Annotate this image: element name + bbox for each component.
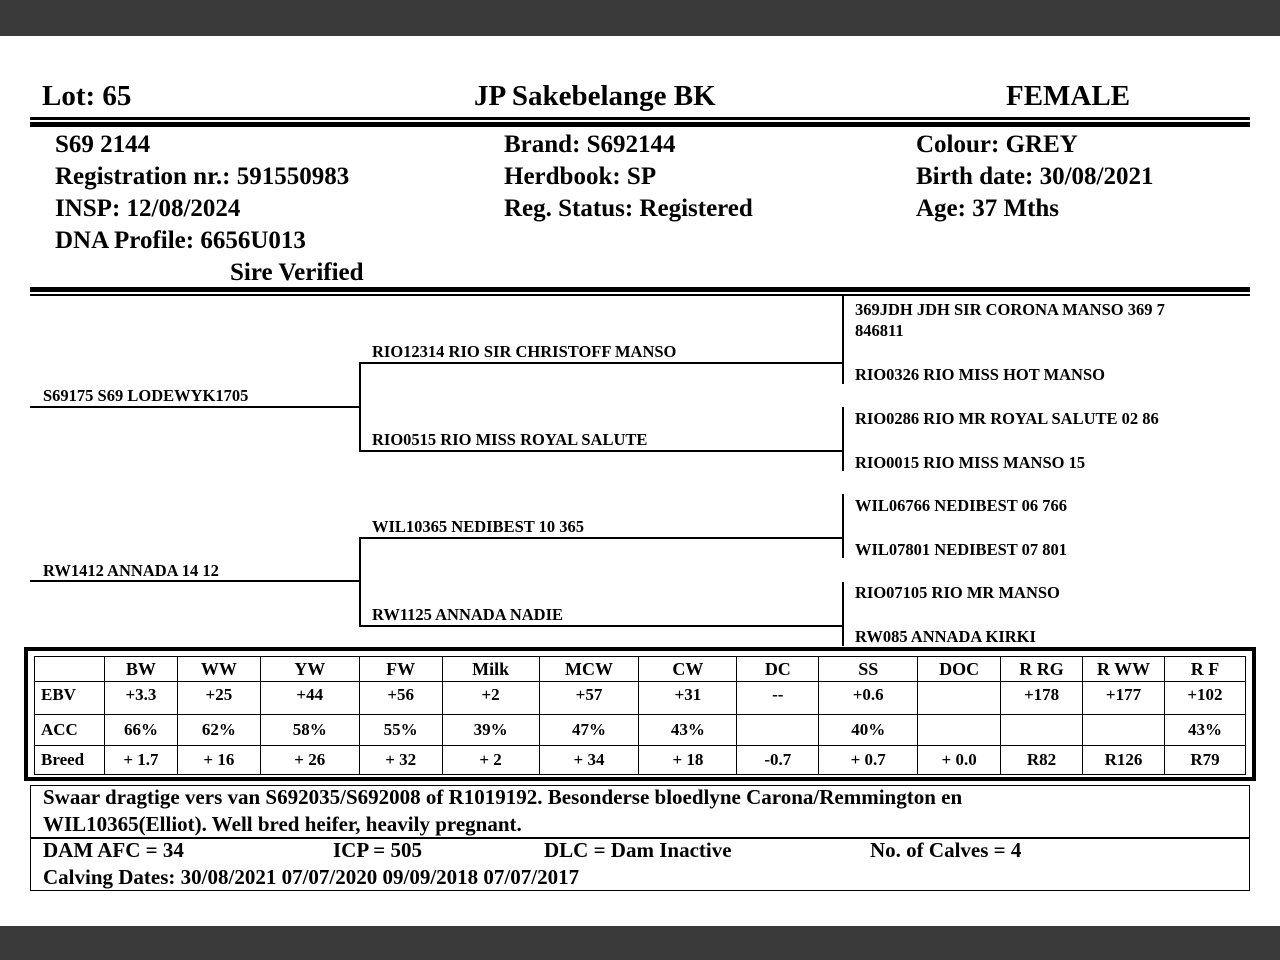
acc-row: [35, 715, 1246, 746]
breed-cell: R79: [1164, 746, 1245, 775]
ebv-cell: +31: [639, 682, 737, 715]
ebv-header-row: [35, 657, 1246, 682]
ped-line-sd: [359, 450, 843, 452]
breed-cell: + 16: [177, 746, 260, 775]
ebv-cell: +0.6: [819, 682, 918, 715]
ebv-col-header: [35, 657, 105, 682]
ebv-col-header: MCW: [539, 657, 639, 682]
birth-date: Birth date: 30/08/2021: [916, 163, 1154, 190]
colour: Colour: GREY: [916, 131, 1078, 158]
ped-ds-sire: WIL06766 NEDIBEST 06 766: [855, 496, 1067, 515]
breed-row-label: Breed: [35, 746, 105, 775]
ped-sd-sire: RIO0286 RIO MR ROYAL SALUTE 02 86: [855, 409, 1159, 428]
info-col-2: [504, 129, 753, 225]
dlc: DLC = Dam Inactive: [544, 838, 732, 862]
breed-cell: + 18: [639, 746, 737, 775]
ebv-cell: +177: [1083, 682, 1165, 715]
ped-line-ds: [359, 537, 843, 539]
breed-cell: R126: [1083, 746, 1165, 775]
ebv-cell: +57: [539, 682, 639, 715]
registration-number: Registration nr.: 591550983: [55, 163, 350, 190]
info-rule-thick: [30, 287, 1250, 292]
acc-cell: [918, 715, 1001, 746]
ebv-cell: +56: [359, 682, 442, 715]
ebv-col-header: BW: [104, 657, 177, 682]
ebv-cell: +25: [177, 682, 260, 715]
icp: ICP = 505: [333, 838, 422, 862]
acc-row-label: ACC: [35, 715, 105, 746]
ebv-cell: +102: [1164, 682, 1245, 715]
breed-cell: + 34: [539, 746, 639, 775]
animal-sex: FEMALE: [1006, 80, 1131, 112]
inspection-date: INSP: 12/08/2024: [55, 195, 241, 222]
acc-cell: 66%: [104, 715, 177, 746]
breed-cell: + 0.0: [918, 746, 1001, 775]
info-rule-thin: [30, 294, 1250, 296]
herdbook: Herdbook: SP: [504, 163, 657, 190]
ebv-row: [35, 682, 1246, 715]
sire-verified: Sire Verified: [230, 259, 364, 286]
ebv-col-header: WW: [177, 657, 260, 682]
ped-vline-sd: [842, 407, 844, 471]
ebv-cell: +178: [1001, 682, 1083, 715]
breed-row: [35, 746, 1246, 775]
ped-ss-sire-line1: 369JDH JDH SIR CORONA MANSO 369 7: [855, 300, 1165, 319]
ped-ss-sire-line2: 846811: [855, 321, 904, 340]
ped-dd-dam: RW085 ANNADA KIRKI: [855, 627, 1036, 646]
remarks-line-2: WIL10365(Elliot). Well bred heifer, heavily pregnant.: [43, 812, 522, 836]
ped-dam-sire: WIL10365 NEDIBEST 10 365: [372, 517, 584, 536]
dam-afc: DAM AFC = 34: [43, 838, 184, 862]
acc-cell: 43%: [1164, 715, 1245, 746]
ebv-col-header: FW: [359, 657, 442, 682]
breed-cell: + 2: [442, 746, 539, 775]
remarks-line-1: Swaar dragtige vers van S692035/S692008 of R1019192. Besonderse bloedlyne Carona/Remmington en: [43, 785, 963, 809]
info-col-3: [916, 129, 1154, 225]
breed-cell: + 1.7: [104, 746, 177, 775]
bottom-bar: [0, 926, 1280, 960]
ebv-col-header: CW: [639, 657, 737, 682]
acc-cell: 39%: [442, 715, 539, 746]
breed-cell: -0.7: [737, 746, 819, 775]
breed-cell: + 26: [260, 746, 359, 775]
ped-sire-sire: RIO12314 RIO SIR CHRISTOFF MANSO: [372, 342, 677, 361]
ped-line-dd: [359, 625, 843, 627]
ebv-col-header: DC: [737, 657, 819, 682]
brand: Brand: S692144: [504, 131, 676, 158]
header-rule-thick: [30, 122, 1250, 127]
ebv-col-header: R RG: [1001, 657, 1083, 682]
ped-line-sire: [30, 406, 360, 408]
breed-cell: R82: [1001, 746, 1083, 775]
breed-cell: + 32: [359, 746, 442, 775]
ebv-col-header: DOC: [918, 657, 1001, 682]
acc-cell: [737, 715, 819, 746]
ebv-col-header: Milk: [442, 657, 539, 682]
ped-vline-sire: [359, 362, 361, 451]
reg-status: Reg. Status: Registered: [504, 195, 753, 222]
id-number: S69 2144: [55, 131, 151, 158]
info-col-1: [55, 129, 364, 289]
breed-cell: + 0.7: [819, 746, 918, 775]
ebv-cell: +2: [442, 682, 539, 715]
ped-sd-dam: RIO0015 RIO MISS MANSO 15: [855, 453, 1086, 472]
calving-dates: Calving Dates: 30/08/2021 07/07/2020 09/09/2018 07/07/2017: [43, 865, 580, 889]
ebv-col-header: YW: [260, 657, 359, 682]
animal-name: JP Sakebelange BK: [474, 80, 716, 112]
ebv-cell: +3.3: [104, 682, 177, 715]
ped-sire-dam: RIO0515 RIO MISS ROYAL SALUTE: [372, 430, 648, 449]
ped-vline-ds: [842, 494, 844, 558]
ebv-row-label: EBV: [35, 682, 105, 715]
dna-profile: DNA Profile: 6656U013: [55, 227, 306, 254]
age: Age: 37 Mths: [916, 195, 1060, 222]
header-rule-thin: [30, 117, 1250, 120]
ebv-col-header: R F: [1164, 657, 1245, 682]
acc-cell: 43%: [639, 715, 737, 746]
lot-number: Lot: 65: [42, 80, 132, 112]
no-of-calves: No. of Calves = 4: [870, 838, 1022, 862]
ped-ss-dam: RIO0326 RIO MISS HOT MANSO: [855, 365, 1105, 384]
acc-cell: 62%: [177, 715, 260, 746]
ebv-cell: --: [737, 682, 819, 715]
ped-dam: RW1412 ANNADA 14 12: [43, 561, 219, 580]
ped-vline-dam: [359, 537, 361, 626]
ped-line-ss: [359, 362, 843, 364]
acc-cell: 47%: [539, 715, 639, 746]
acc-cell: 58%: [260, 715, 359, 746]
ped-vline-dd: [842, 582, 844, 646]
ped-dam-dam: RW1125 ANNADA NADIE: [372, 605, 564, 624]
acc-cell: [1001, 715, 1083, 746]
ebv-col-header: R WW: [1083, 657, 1165, 682]
ped-vline-ss: [842, 296, 844, 384]
ebv-table: [34, 656, 1246, 775]
top-bar: [0, 0, 1280, 36]
ped-sire: S69175 S69 LODEWYK1705: [43, 386, 249, 405]
acc-cell: 55%: [359, 715, 442, 746]
acc-cell: [1083, 715, 1165, 746]
ebv-col-header: SS: [819, 657, 918, 682]
acc-cell: 40%: [819, 715, 918, 746]
ebv-cell: +44: [260, 682, 359, 715]
ped-ds-dam: WIL07801 NEDIBEST 07 801: [855, 540, 1067, 559]
ebv-cell: [918, 682, 1001, 715]
ped-dd-sire: RIO07105 RIO MR MANSO: [855, 583, 1060, 602]
